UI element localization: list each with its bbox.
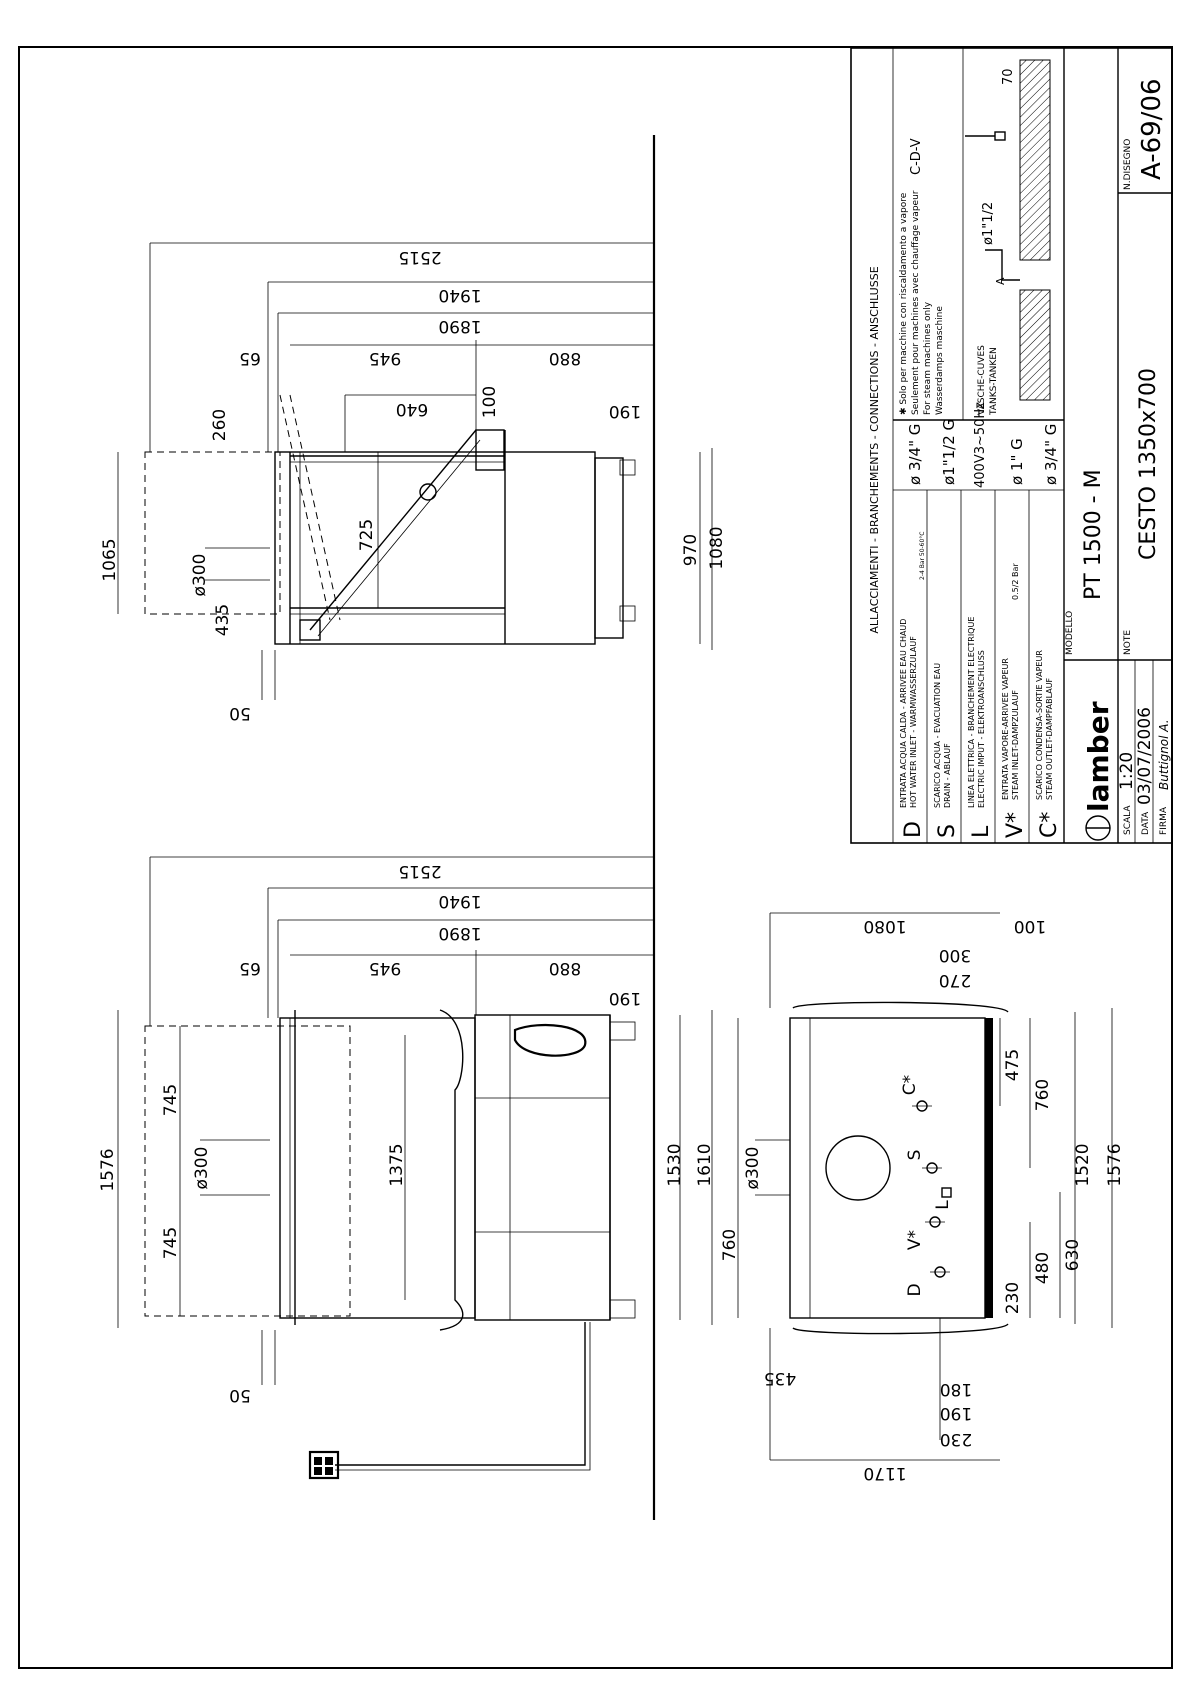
dim-745-side-a: 745	[161, 1083, 181, 1117]
dim-1375-side: 1375	[387, 1143, 407, 1187]
side-cabinet	[475, 1015, 610, 1320]
dim-1520-front: 1520	[1073, 1143, 1093, 1187]
foot-2	[620, 606, 635, 621]
conn-note: 0.5/2 Bar	[1011, 563, 1020, 600]
lid-arm-2	[318, 440, 480, 636]
side-view-dimensions	[98, 857, 685, 1405]
dim-300-front: 300	[938, 945, 972, 965]
dim-dia300-side: ø300	[192, 1146, 212, 1190]
conn-row-c	[1035, 424, 1062, 838]
conn-code: V*	[1003, 811, 1028, 838]
dim-50-top: 50	[229, 703, 251, 723]
conn-size: ø 3/4" G	[906, 423, 924, 485]
firma-value: Buttignol A.	[1157, 719, 1171, 790]
dim-1530-side: 1530	[665, 1143, 685, 1187]
disegno-label: N.DISEGNO	[1123, 138, 1133, 190]
dim-190-front: 190	[939, 1403, 973, 1423]
label-l: L	[933, 1200, 953, 1210]
conn-row-d	[899, 424, 926, 838]
connection-v	[925, 1217, 945, 1227]
dim-2515-side: 2515	[398, 861, 442, 881]
dim-dia300-top: ø300	[190, 553, 210, 597]
dim-260-top: 260	[210, 408, 230, 442]
conn-line: STEAM INLET-DAMPZULAUF	[1011, 690, 1020, 800]
tank-outlet	[995, 132, 1005, 140]
dim-100-top: 100	[480, 385, 500, 419]
dim-970-top: 970	[681, 533, 701, 567]
dim-1890-top: 1890	[438, 316, 482, 336]
dim-65-side: 65	[239, 958, 261, 978]
data-value: 03/07/2006	[1135, 707, 1155, 805]
dim-180-front: 180	[939, 1379, 973, 1399]
label-c-star: C*	[900, 1074, 920, 1096]
label-v-star: V*	[905, 1229, 925, 1251]
dim-945-top: 945	[368, 348, 402, 368]
data-label: DATA	[1141, 811, 1151, 835]
control-panel	[515, 1025, 585, 1056]
drain-hole	[826, 1136, 890, 1200]
dim-1610-front: 1610	[695, 1143, 715, 1187]
model-name: PT 1500 - M	[1081, 469, 1106, 600]
note-label: NOTE	[1123, 629, 1133, 655]
dim-1065-top: 1065	[100, 538, 120, 582]
conn-code: D	[901, 821, 926, 838]
tank-pipe	[985, 250, 1020, 280]
cable	[335, 1322, 585, 1465]
label-s: S	[905, 1149, 925, 1161]
dim-1890-side: 1890	[438, 923, 482, 943]
cable-2	[335, 1322, 590, 1470]
tank-cdv-label: C-D-V	[909, 138, 924, 175]
dim-880-side: 880	[548, 958, 582, 978]
connection-c	[912, 1101, 932, 1111]
sheet-frame	[19, 47, 1172, 1668]
steam-note-line: Wasserdamps maschine	[935, 306, 945, 415]
conn-code: L	[969, 825, 994, 838]
side-basket-outline	[145, 1026, 350, 1316]
conn-line: STEAM OUTLET-DAMPFABLAUF	[1045, 677, 1054, 800]
dim-1170-front: 1170	[863, 1463, 907, 1483]
front-body	[790, 1018, 985, 1318]
lid-open-arc-2	[290, 395, 340, 620]
dim-630-front: 630	[1063, 1238, 1083, 1272]
foot-1	[620, 460, 635, 475]
disegno-value: A-69/06	[1137, 78, 1167, 180]
conn-line: LINEA ELETTRICA - BRANCHEMENT ELECTRIQUE	[967, 616, 976, 808]
conn-size: ø 1" G	[1008, 438, 1026, 485]
dim-1080-top: 1080	[707, 526, 727, 570]
dim-1576-side: 1576	[98, 1148, 118, 1192]
side-body	[280, 1018, 475, 1318]
conn-size: ø 3/4" G	[1042, 423, 1060, 485]
dim-dia300-front: ø300	[743, 1146, 763, 1190]
dim-65-top: 65	[239, 348, 261, 368]
dim-1940-side: 1940	[438, 891, 482, 911]
conn-code: S	[935, 824, 960, 838]
dim-230-front-right: 230	[1003, 1281, 1023, 1315]
dim-725-top: 725	[357, 518, 377, 552]
dim-480-front: 480	[1033, 1251, 1053, 1285]
conn-note: 2-4 Bar 50-60°C	[919, 531, 926, 580]
conn-line: SCARICO CONDENSA-SORTIE VAPEUR	[1035, 650, 1044, 800]
dim-230-front: 230	[939, 1429, 973, 1449]
conn-size: ø1"1/2 G	[940, 418, 958, 485]
steam-note	[899, 190, 945, 415]
dim-1576-front: 1576	[1105, 1143, 1125, 1187]
conn-line: DRAIN - ABLAUF	[943, 743, 952, 808]
dim-640-top: 640	[395, 399, 429, 419]
steam-note-line: ✱ Solo per macchine con riscaldamento a vapore	[899, 192, 909, 415]
tank-hatch-1	[1020, 290, 1050, 400]
pendant-button	[314, 1457, 322, 1465]
dim-190-side: 190	[608, 988, 642, 1008]
dim-1080-front: 1080	[863, 916, 907, 936]
connections-header: ALLACCIAMENTI - BRANCHEMENTS - CONNECTIONS - ANSCHLUSSE	[868, 266, 881, 634]
tank-label: TANKS-TANKEN	[989, 347, 999, 415]
label-d: D	[905, 1283, 925, 1297]
steam-note-line: For steam machines only	[923, 301, 933, 415]
conn-code: C*	[1037, 811, 1062, 838]
scala-value: 1:20	[1117, 751, 1137, 790]
connection-s	[922, 1163, 942, 1173]
firma-label: FIRMA	[1159, 806, 1169, 835]
dim-50-side: 50	[229, 1385, 251, 1405]
top-door-hinge	[476, 430, 504, 470]
brand-name: lamber	[1082, 701, 1115, 812]
lid-pivot	[420, 484, 436, 500]
pendant-button	[325, 1457, 333, 1465]
conn-line: ENTRATA ACQUA CALDA - ARRIVEE EAU CHAUD	[899, 618, 908, 808]
steam-note-line: Seulement pour machines avec chauffage vapeur	[911, 190, 921, 415]
basket-outline	[145, 452, 280, 614]
dim-745-side-b: 745	[161, 1226, 181, 1260]
conn-row-s	[933, 419, 960, 838]
side-view	[145, 1010, 635, 1478]
side-handle	[295, 1010, 463, 1330]
dim-435-front: 435	[763, 1368, 797, 1388]
modello-label: MODELLO	[1065, 610, 1075, 655]
conn-line: ELECTRIC IMPUT - ELEKTROANSCHLUSS	[977, 650, 986, 808]
side-foot-2	[610, 1300, 635, 1318]
tank-h-label: 70	[1001, 68, 1016, 85]
conn-line: HOT WATER INLET - WARMWASSERZULAUF	[909, 636, 918, 808]
top-view-dimensions	[100, 243, 727, 723]
dim-760-front: 760	[1033, 1078, 1053, 1112]
note-value: CESTO 1350x700	[1136, 368, 1161, 560]
dim-475-front: 475	[1003, 1048, 1023, 1082]
dim-880-top: 880	[548, 348, 582, 368]
dim-945-side: 945	[368, 958, 402, 978]
lid-arm	[310, 430, 476, 630]
pendant-button	[325, 1467, 333, 1475]
dim-190-top: 190	[608, 401, 642, 421]
conn-size: 400V3~50Hz	[973, 401, 988, 488]
front-back-edge	[985, 1018, 993, 1318]
dim-270-front: 270	[938, 970, 972, 990]
front-handles	[793, 1002, 1008, 1333]
conn-line: SCARICO ACQUA - EVACUATION EAU	[933, 662, 942, 808]
front-view	[790, 1002, 1008, 1333]
conn-row-l	[967, 402, 994, 838]
pendant-button	[314, 1467, 322, 1475]
tank-a-label: A	[994, 277, 1007, 285]
tank-hatch-2	[1020, 60, 1050, 260]
tank-label: VASCHE-CUVES	[977, 345, 987, 415]
lid-open-arc	[280, 395, 330, 620]
conn-line: ENTRATA VAPORE-ARRIVEE VAPEUR	[1001, 658, 1010, 800]
side-foot-1	[610, 1022, 635, 1040]
connection-d	[930, 1267, 950, 1277]
dim-760-front-left: 760	[720, 1228, 740, 1262]
front-view-dimensions	[695, 913, 1125, 1483]
brand-logo	[1082, 701, 1115, 840]
dim-1940-top: 1940	[438, 285, 482, 305]
tank-pipe-label: ø1"1/2	[981, 201, 996, 245]
title-block	[851, 48, 1172, 843]
dim-2515-top: 2515	[398, 247, 442, 267]
dim-435-top: 435	[213, 603, 233, 637]
conn-row-v	[1001, 438, 1028, 838]
scala-label: SCALA	[1123, 805, 1133, 835]
dim-100-front: 100	[1013, 916, 1047, 936]
top-frame	[595, 458, 623, 638]
connection-l	[942, 1188, 951, 1197]
